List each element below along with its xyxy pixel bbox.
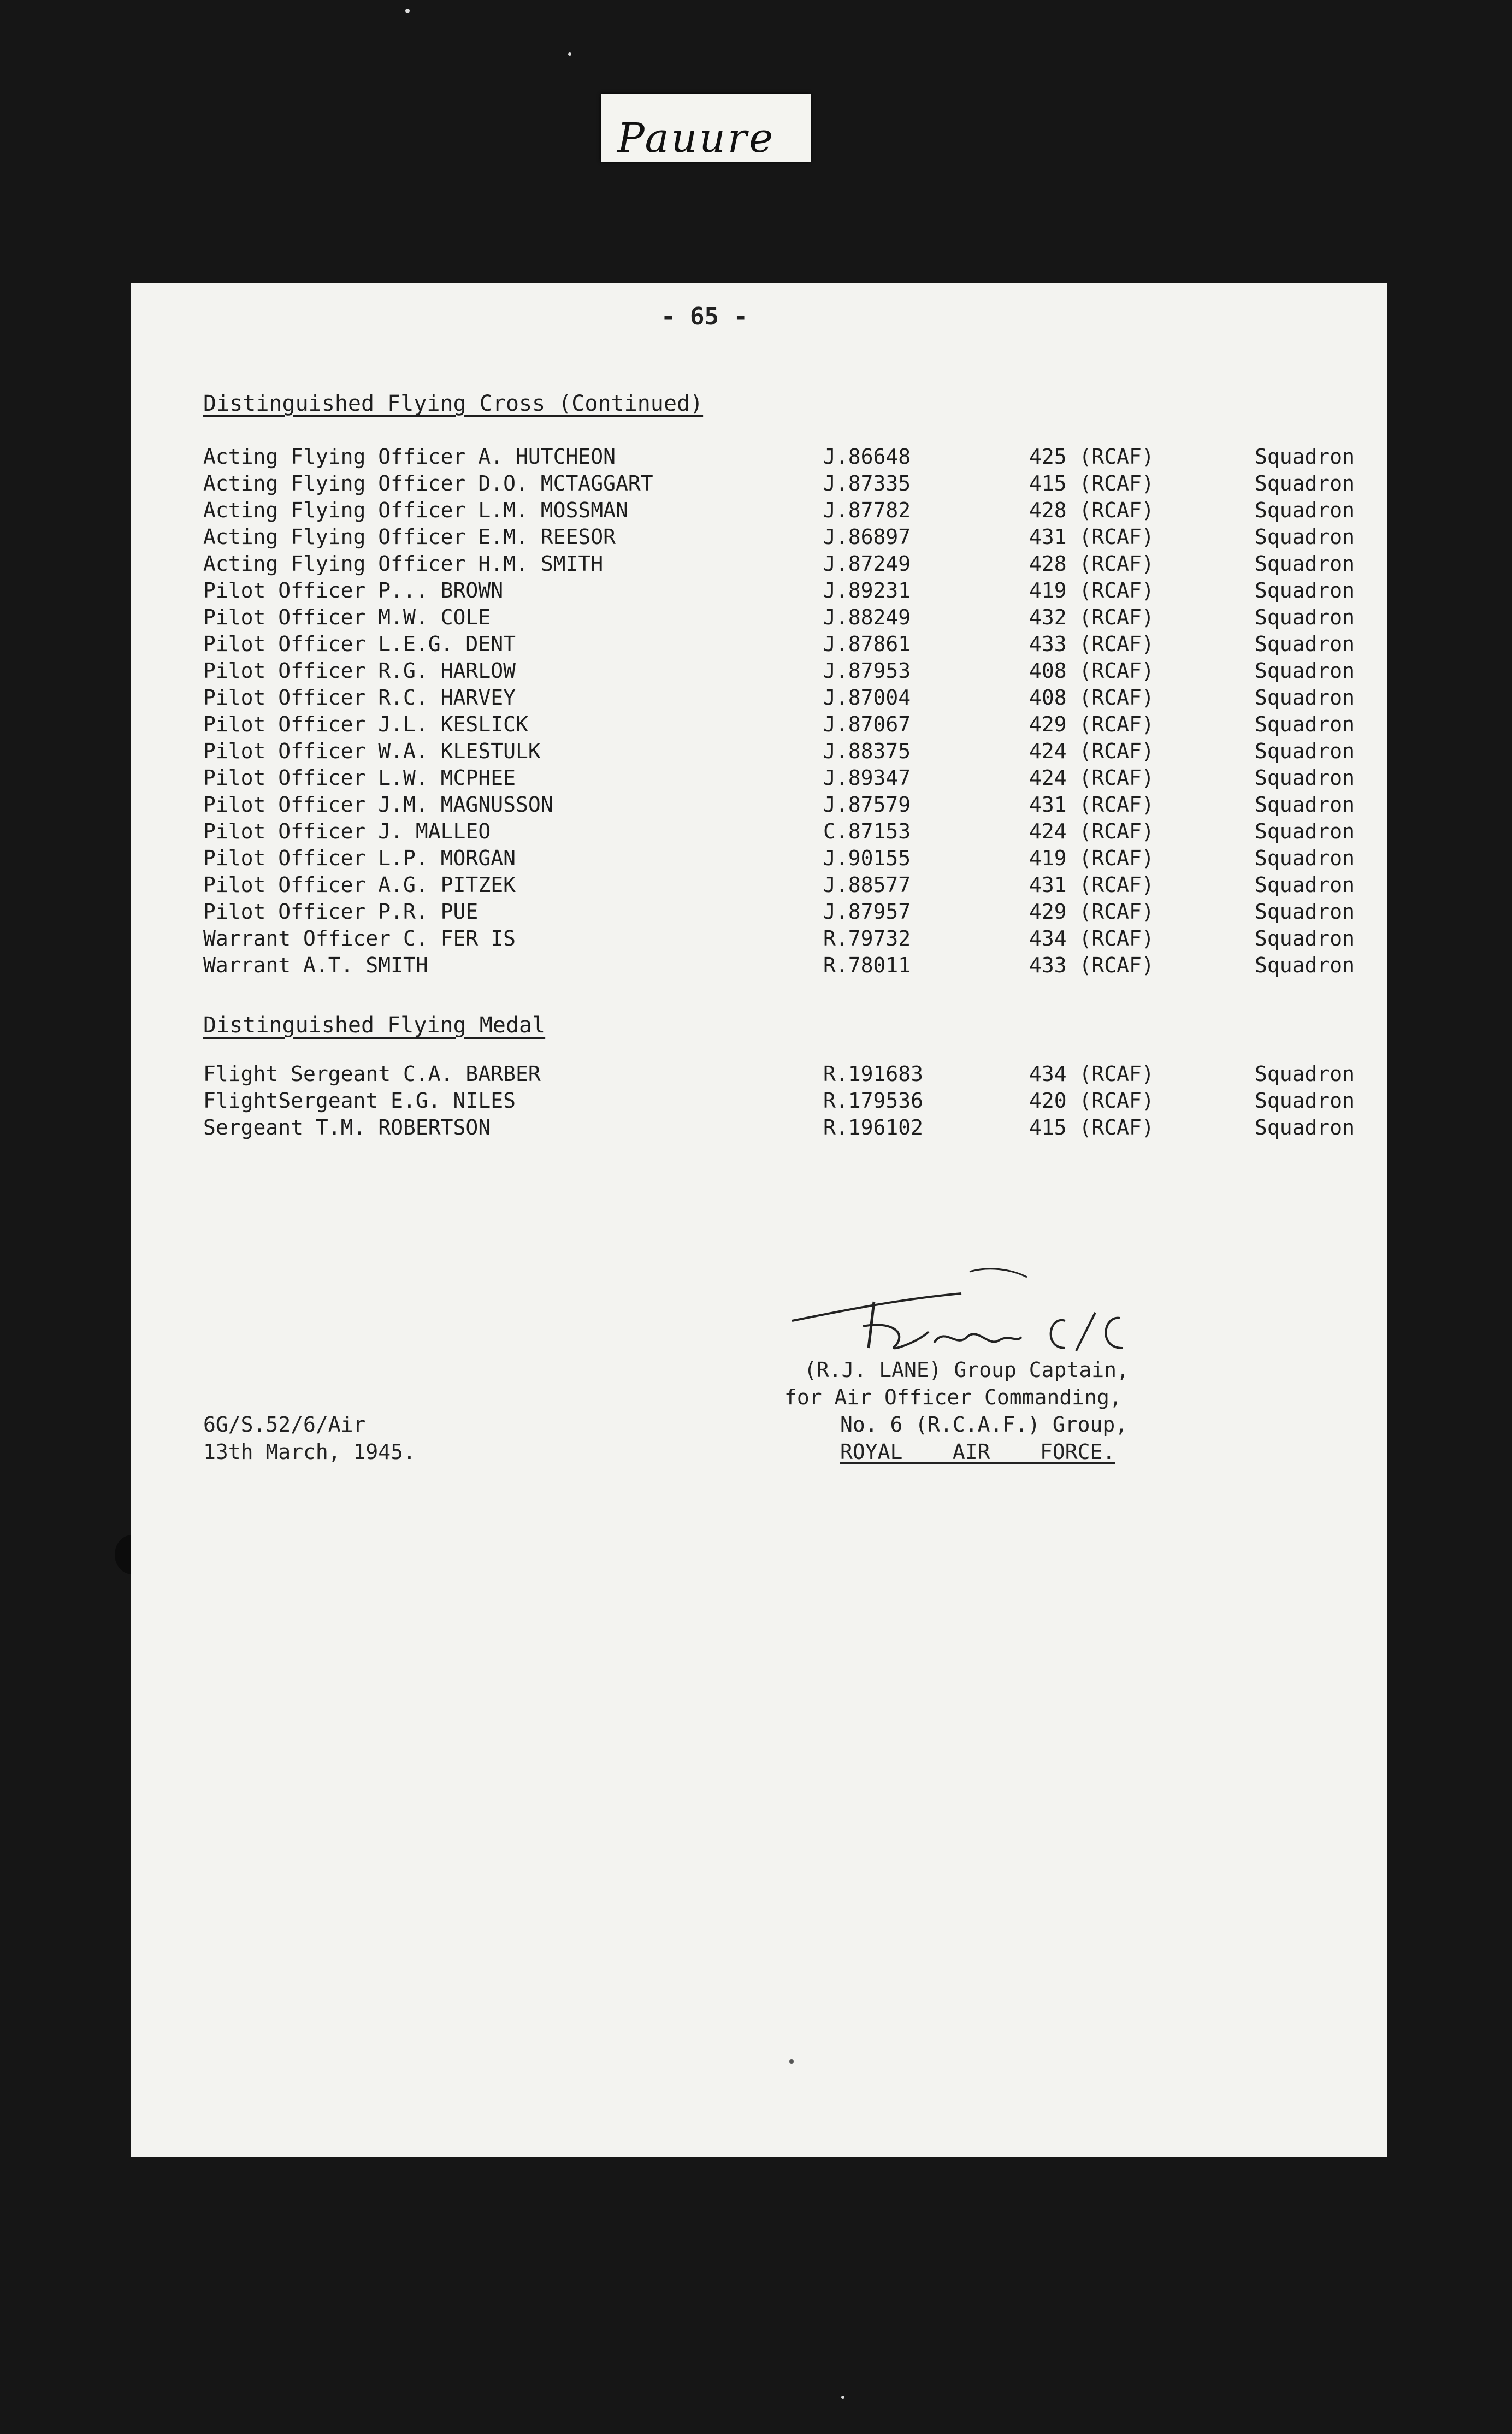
recipient-name: Pilot Officer J.M. MAGNUSSON bbox=[203, 793, 553, 817]
recipient-name: Pilot Officer J. MALLEO bbox=[203, 819, 491, 843]
file-label-text: Pauure bbox=[617, 115, 776, 162]
recipient-name: Acting Flying Officer L.M. MOSSMAN bbox=[203, 498, 628, 522]
service-number: J.87335 bbox=[823, 471, 911, 495]
squadron-word: Squadron bbox=[1255, 578, 1355, 602]
film-speck bbox=[405, 9, 410, 13]
squadron-word: Squadron bbox=[1255, 659, 1355, 683]
squadron-word: Squadron bbox=[1255, 926, 1355, 950]
recipient-name: Acting Flying Officer E.M. REESOR bbox=[203, 525, 616, 549]
squadron-word: Squadron bbox=[1255, 1062, 1355, 1086]
recipient-name: Pilot Officer L.P. MORGAN bbox=[203, 846, 516, 870]
service-number: J.87249 bbox=[823, 552, 911, 576]
squadron-number: 408 (RCAF) bbox=[1029, 686, 1154, 710]
recipient-name: Acting Flying Officer A. HUTCHEON bbox=[203, 445, 616, 469]
squadron-number: 425 (RCAF) bbox=[1029, 445, 1154, 469]
service-number: J.90155 bbox=[823, 846, 911, 870]
squadron-number: 431 (RCAF) bbox=[1029, 525, 1154, 549]
service-number: J.87957 bbox=[823, 900, 911, 924]
recipient-name: Flight Sergeant C.A. BARBER bbox=[203, 1062, 541, 1086]
table-row bbox=[203, 1062, 1355, 1089]
table-row bbox=[203, 712, 1355, 740]
table-row bbox=[203, 632, 1355, 659]
squadron-number: 415 (RCAF) bbox=[1029, 471, 1154, 495]
squadron-word: Squadron bbox=[1255, 900, 1355, 924]
service-number: J.88249 bbox=[823, 605, 911, 629]
squadron-number: 420 (RCAF) bbox=[1029, 1089, 1154, 1113]
table-row bbox=[203, 659, 1355, 686]
squadron-word: Squadron bbox=[1255, 712, 1355, 736]
squadron-word: Squadron bbox=[1255, 686, 1355, 710]
squadron-number: 433 (RCAF) bbox=[1029, 632, 1154, 656]
squadron-number: 434 (RCAF) bbox=[1029, 1062, 1154, 1086]
squadron-word: Squadron bbox=[1255, 471, 1355, 495]
squadron-number: 429 (RCAF) bbox=[1029, 712, 1154, 736]
recipient-name: FlightSergeant E.G. NILES bbox=[203, 1089, 516, 1113]
squadron-number: 431 (RCAF) bbox=[1029, 873, 1154, 897]
service-number: J.87579 bbox=[823, 793, 911, 817]
table-row bbox=[203, 793, 1355, 820]
squadron-number: 419 (RCAF) bbox=[1029, 578, 1154, 602]
recipient-name: Pilot Officer J.L. KESLICK bbox=[203, 712, 528, 736]
squadron-word: Squadron bbox=[1255, 766, 1355, 790]
service-number: R.79732 bbox=[823, 926, 911, 950]
squadron-number: 424 (RCAF) bbox=[1029, 739, 1154, 763]
squadron-number: 419 (RCAF) bbox=[1029, 846, 1154, 870]
table-row bbox=[203, 1089, 1355, 1116]
table-row bbox=[203, 1115, 1355, 1143]
table-row bbox=[203, 605, 1355, 633]
squadron-number: 428 (RCAF) bbox=[1029, 498, 1154, 522]
signatory-group: No. 6 (R.C.A.F.) Group, bbox=[840, 1413, 1128, 1437]
service-number: J.87953 bbox=[823, 659, 911, 683]
squadron-word: Squadron bbox=[1255, 1115, 1355, 1139]
table-row bbox=[203, 766, 1355, 793]
squadron-number: 408 (RCAF) bbox=[1029, 659, 1154, 683]
service-number: J.87782 bbox=[823, 498, 911, 522]
service-number: R.179536 bbox=[823, 1089, 924, 1113]
table-row bbox=[203, 873, 1355, 900]
squadron-number: 429 (RCAF) bbox=[1029, 900, 1154, 924]
table-row bbox=[203, 819, 1355, 847]
file-reference: 6G/S.52/6/Air bbox=[203, 1413, 366, 1437]
squadron-word: Squadron bbox=[1255, 445, 1355, 469]
document-date: 13th March, 1945. bbox=[203, 1440, 416, 1464]
signatory-service: ROYAL AIR FORCE. bbox=[840, 1440, 1115, 1464]
document-page bbox=[131, 283, 1387, 2157]
recipient-name: Pilot Officer R.G. HARLOW bbox=[203, 659, 516, 683]
ink-speck bbox=[789, 2059, 794, 2064]
service-number: R.191683 bbox=[823, 1062, 924, 1086]
squadron-number: 433 (RCAF) bbox=[1029, 953, 1154, 977]
page-number: - 65 - bbox=[661, 303, 748, 330]
recipient-name: Pilot Officer P... BROWN bbox=[203, 578, 504, 602]
service-number: J.88577 bbox=[823, 873, 911, 897]
recipient-name: Pilot Officer R.C. HARVEY bbox=[203, 686, 516, 710]
squadron-word: Squadron bbox=[1255, 552, 1355, 576]
recipient-name: Acting Flying Officer H.M. SMITH bbox=[203, 552, 604, 576]
dfc-heading: Distinguished Flying Cross (Continued) bbox=[203, 391, 704, 416]
squadron-word: Squadron bbox=[1255, 953, 1355, 977]
squadron-word: Squadron bbox=[1255, 793, 1355, 817]
service-number: J.86648 bbox=[823, 445, 911, 469]
service-number: J.89231 bbox=[823, 578, 911, 602]
recipient-name: Pilot Officer L.W. MCPHEE bbox=[203, 766, 516, 790]
file-label-card bbox=[601, 94, 811, 162]
table-row bbox=[203, 552, 1355, 579]
recipient-name: Pilot Officer W.A. KLESTULK bbox=[203, 739, 541, 763]
service-number: J.89347 bbox=[823, 766, 911, 790]
table-row bbox=[203, 686, 1355, 713]
service-number: J.87067 bbox=[823, 712, 911, 736]
recipient-name: Acting Flying Officer D.O. MCTAGGART bbox=[203, 471, 653, 495]
film-speck bbox=[841, 2396, 844, 2399]
service-number: J.87004 bbox=[823, 686, 911, 710]
squadron-word: Squadron bbox=[1255, 605, 1355, 629]
squadron-word: Squadron bbox=[1255, 498, 1355, 522]
squadron-word: Squadron bbox=[1255, 819, 1355, 843]
recipient-name: Warrant A.T. SMITH bbox=[203, 953, 428, 977]
table-row bbox=[203, 525, 1355, 552]
service-number: J.87861 bbox=[823, 632, 911, 656]
film-speck bbox=[568, 52, 571, 56]
signatory-name: (R.J. LANE) Group Captain, bbox=[804, 1358, 1129, 1382]
squadron-word: Squadron bbox=[1255, 525, 1355, 549]
squadron-number: 431 (RCAF) bbox=[1029, 793, 1154, 817]
recipient-name: Pilot Officer L.E.G. DENT bbox=[203, 632, 516, 656]
squadron-word: Squadron bbox=[1255, 739, 1355, 763]
squadron-word: Squadron bbox=[1255, 846, 1355, 870]
table-row bbox=[203, 471, 1355, 499]
table-row bbox=[203, 900, 1355, 927]
squadron-number: 432 (RCAF) bbox=[1029, 605, 1154, 629]
table-row bbox=[203, 926, 1355, 954]
table-row bbox=[203, 739, 1355, 766]
squadron-number: 415 (RCAF) bbox=[1029, 1115, 1154, 1139]
table-row bbox=[203, 578, 1355, 606]
signatory-role: for Air Officer Commanding, bbox=[784, 1385, 1122, 1409]
table-row bbox=[203, 953, 1355, 980]
squadron-word: Squadron bbox=[1255, 1089, 1355, 1113]
recipient-name: Warrant Officer C. FER IS bbox=[203, 926, 516, 950]
recipient-name: Pilot Officer A.G. PITZEK bbox=[203, 873, 516, 897]
service-number: R.196102 bbox=[823, 1115, 924, 1139]
service-number: R.78011 bbox=[823, 953, 911, 977]
dfm-heading: Distinguished Flying Medal bbox=[203, 1013, 546, 1038]
squadron-number: 428 (RCAF) bbox=[1029, 552, 1154, 576]
service-number: C.87153 bbox=[823, 819, 911, 843]
recipient-name: Pilot Officer P.R. PUE bbox=[203, 900, 479, 924]
squadron-number: 424 (RCAF) bbox=[1029, 819, 1154, 843]
service-number: J.88375 bbox=[823, 739, 911, 763]
squadron-number: 424 (RCAF) bbox=[1029, 766, 1154, 790]
recipient-name: Pilot Officer M.W. COLE bbox=[203, 605, 491, 629]
table-row bbox=[203, 846, 1355, 873]
recipient-name: Sergeant T.M. ROBERTSON bbox=[203, 1115, 491, 1139]
squadron-number: 434 (RCAF) bbox=[1029, 926, 1154, 950]
squadron-word: Squadron bbox=[1255, 632, 1355, 656]
table-row bbox=[203, 445, 1355, 472]
service-number: J.86897 bbox=[823, 525, 911, 549]
table-row bbox=[203, 498, 1355, 525]
squadron-word: Squadron bbox=[1255, 873, 1355, 897]
